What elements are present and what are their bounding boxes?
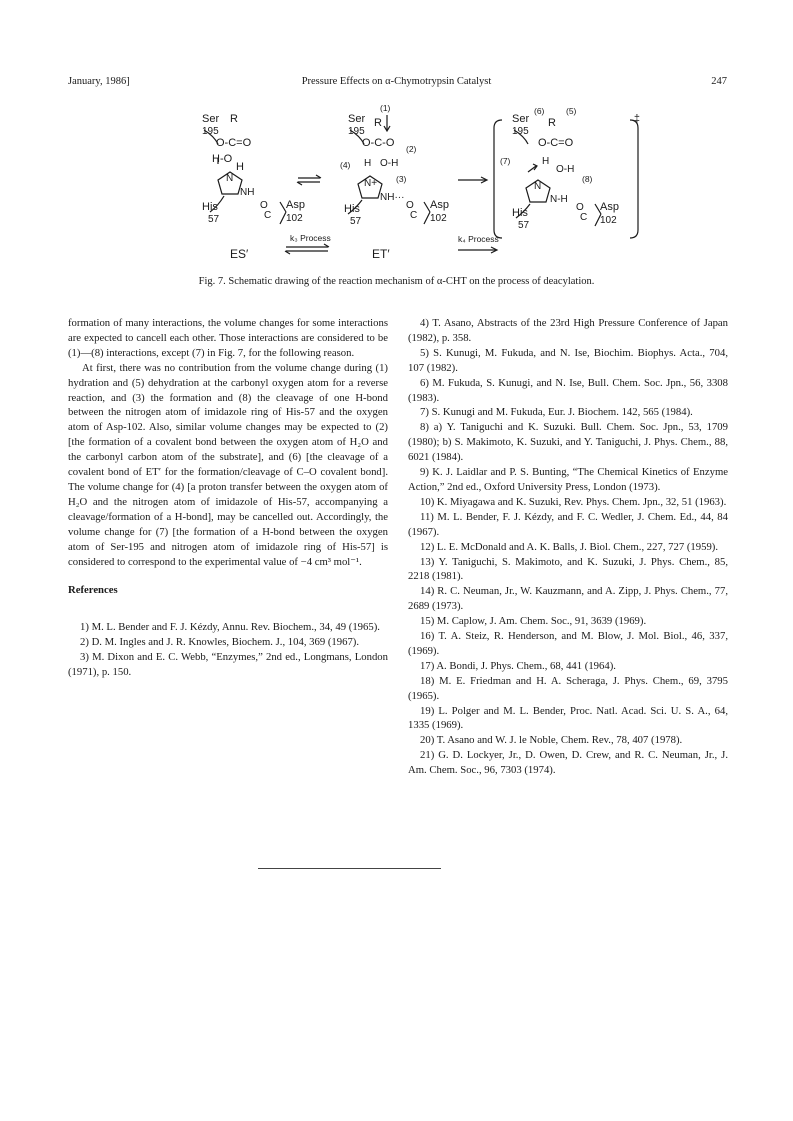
ts-102-label: 102 — [600, 215, 617, 226]
footer-divider — [258, 868, 441, 869]
et-nplus-label: N+ — [364, 178, 378, 189]
es-o-label: O — [260, 200, 268, 211]
reference-item: 20) T. Asano and W. J. le Noble, Chem. Rev., 78, 407 (1978). — [420, 734, 683, 747]
paragraph-2: At first, there was no contribution from the volume change during (1) hydration and (5) dehydration at the carbonyl oxygen atom for a reverse reaction, and (3) the formation and (8) the cleavage of one H-bond between the nitrogen atom of imidazole ring of His-57 and the oxygen atom of Asp-102. Also, similar volume changes may be expected to (2) [the formation of a covalent bond between the oxygen atom of H₂O and the carbonyl carbon atom of the substrate], and (6) [the cleavage of a covalent bond of ET′ for the formation/cleavage of C–O covalent bond]. The volume change for (4) [a proton transfer between the oxygen atom of H₂O and the nitrogen atom of imidazole of His-57, accompanying a cleavage/formation of a H-bond], may be cancelled out. Accordingly, the volume change for (7) [the formation of a H-bond between the oxygen atom of Ser-195 and nitrogen atom of imidazole ring of His-57] is considered to correspond to the experimental value of −4 cm³ mol⁻¹. — [68, 361, 388, 568]
et-c-label: C — [410, 210, 418, 221]
reference-item: 1) M. L. Bender and F. J. Kézdy, Annu. Rev. Biochem., 34, 49 (1965). — [80, 621, 380, 634]
reference-item: 17) A. Bondi, J. Phys. Chem., 68, 441 (1964). — [420, 659, 616, 672]
mark-5: (5) — [566, 106, 577, 116]
es-asp-label: Asp — [286, 199, 305, 211]
ts-h-label: H — [542, 156, 550, 167]
es-102-label: 102 — [286, 213, 303, 224]
reaction-mechanism-figure — [190, 100, 640, 265]
et-o-label: O — [406, 200, 414, 211]
reference-item: 6) M. Fukuda, S. Kunugi, and N. Ise, Bull. Chem. Soc. Jpn., 56, 3308 (1983). — [408, 376, 728, 404]
ts-his-label: His — [512, 207, 528, 219]
reference-item: 10) K. Miyagawa and K. Suzuki, Rev. Phys. Chem. Jpn., 32, 51 (1963). — [420, 495, 727, 508]
es-h-label: H — [236, 161, 244, 173]
ts-57-label: 57 — [518, 220, 530, 231]
reference-item: 16) T. A. Steiz, R. Henderson, and M. Blow, J. Mol. Biol., 46, 337, (1969). — [408, 630, 728, 657]
mechanism-diagram — [190, 100, 640, 265]
mark-8: (8) — [582, 174, 593, 184]
reference-item: 11) M. L. Bender, F. J. Kézdy, and F. C. Wedler, J. Chem. Ed., 44, 84 (1967). — [408, 510, 728, 538]
es-r-label: R — [230, 113, 238, 125]
mark-4: (4) — [340, 160, 351, 170]
ts-c-label: C — [580, 212, 588, 223]
header-date: January, 1986] — [68, 76, 130, 87]
reference-item: 19) L. Polger and M. L. Bender, Proc. Natl. Acad. Sci. U. S. A., 64, 1335 (1969). — [408, 704, 728, 732]
reference-item: 5) S. Kunugi, M. Fukuda, and N. Ise, Biochim. Biophys. Acta., 704, 107 (1982). — [408, 346, 728, 374]
reference-item: 2) D. M. Ingles and J. R. Knowles, Biochem. J., 104, 369 (1967). — [80, 636, 360, 649]
et-ser-label: Ser — [348, 113, 366, 125]
ts-nh-label: N-H — [550, 194, 568, 205]
ts-asp-label: Asp — [600, 201, 619, 213]
references-heading: References — [68, 584, 118, 597]
et-57-label: 57 — [350, 216, 362, 227]
es-his-label: His — [202, 201, 218, 213]
process-k4: k₄ Process — [458, 234, 499, 244]
ts-ser-label: Ser — [512, 113, 530, 125]
reference-item: 8) a) Y. Taniguchi and K. Suzuki. Bull. Chem. Soc. Jpn., 53, 1709 (1980); b) S. Makimoto, K. Suzuki, and Y. Taniguchi, J. Phys. Chem., 88, 6021 (1984). — [408, 421, 728, 464]
ts-n-label: N — [534, 181, 542, 192]
ts-r-label: R — [548, 117, 556, 129]
mark-6: (6) — [534, 106, 545, 116]
reference-item: 14) R. C. Neuman, Jr., W. Kauzmann, and A. Zipp, J. Phys. Chem., 77, 2689 (1973). — [408, 585, 728, 613]
reference-item: 13) Y. Taniguchi, S. Makimoto, and K. Suzuki, J. Phys. Chem., 85, 2218 (1981). — [408, 555, 728, 583]
et-his-label: His — [344, 203, 360, 215]
mark-2: (2) — [406, 144, 417, 154]
reference-item: 18) M. E. Friedman and H. A. Scheraga, J. Phys. Chem., 69, 3795 (1965). — [408, 674, 728, 702]
et-oco-label: O-C-O — [362, 137, 395, 149]
es-n-label: N — [226, 173, 234, 184]
state-es: ES′ — [230, 247, 249, 261]
mark-1: (1) — [380, 103, 391, 113]
es-ho-label: H-O — [212, 153, 233, 165]
et-195-label: 195 — [348, 126, 365, 137]
et-nh-label: NH··· — [380, 192, 405, 203]
ts-195-label: 195 — [512, 126, 529, 137]
transition-state-mark: ‡ — [633, 113, 640, 125]
figure-caption: Fig. 7. Schematic drawing of the reaction mechanism of α-CHT on the process of deacylation. — [198, 276, 595, 287]
es-oco-label: O-C=O — [216, 137, 252, 149]
et-102-label: 102 — [430, 213, 447, 224]
et-oh-label: O-H — [380, 158, 399, 169]
state-et: ET′ — [372, 247, 390, 261]
reference-item: 9) K. J. Laidlar and P. S. Bunting, “The Chemical Kinetics of Enzyme Action,” 2nd ed., Oxford University Press, London (1973). — [408, 466, 728, 493]
left-column — [68, 316, 388, 680]
reference-item: 15) M. Caplow, J. Am. Chem. Soc., 91, 3639 (1969). — [420, 615, 647, 628]
et-asp-label: Asp — [430, 199, 449, 211]
process-k3: k₃ Process — [290, 233, 331, 243]
reference-item: 7) S. Kunugi and M. Fukuda, Eur. J. Biochem. 142, 565 (1984). — [420, 406, 693, 419]
es-ser-label: Ser — [202, 113, 220, 125]
mark-3: (3) — [396, 174, 407, 184]
reference-item: 4) T. Asano, Abstracts of the 23rd High Pressure Conference of Japan (1982), p. 358. — [408, 317, 728, 344]
ts-o-h-label: O-H — [556, 164, 575, 175]
header-title: Pressure Effects on α-Chymotrypsin Catalyst — [301, 76, 492, 87]
et-r-label: R — [374, 117, 382, 129]
es-57-label: 57 — [208, 214, 220, 225]
es-c-label: C — [264, 210, 272, 221]
mark-7: (7) — [500, 156, 511, 166]
reference-item: 12) L. E. McDonald and A. K. Balls, J. Biol. Chem., 227, 727 (1959). — [420, 540, 719, 553]
right-column — [408, 316, 728, 778]
reference-item: 21) G. D. Lockyer, Jr., D. Owen, D. Crew, and R. C. Neuman, Jr., J. Am. Chem. Soc., 96, 7303 (1974). — [408, 749, 728, 777]
paragraph-1: formation of many interactions, the volume changes for some interactions are expected to cancell each other. Those interactions are considered to be (1)—(8) interactions, except (7) in Fig. 7, for the following reason. — [68, 317, 388, 359]
reference-item: 3) M. Dixon and E. C. Webb, “Enzymes,” 2nd ed., Longmans, London (1971), p. 150. — [68, 651, 388, 679]
es-nh-label: NH — [240, 187, 255, 198]
page-number: 247 — [711, 76, 727, 87]
ts-oco-label: O-C=O — [538, 137, 574, 149]
ts-o-label: O — [576, 202, 584, 213]
es-195-label: 195 — [202, 126, 219, 137]
running-header — [0, 76, 793, 92]
et-h-label: H — [364, 158, 372, 169]
